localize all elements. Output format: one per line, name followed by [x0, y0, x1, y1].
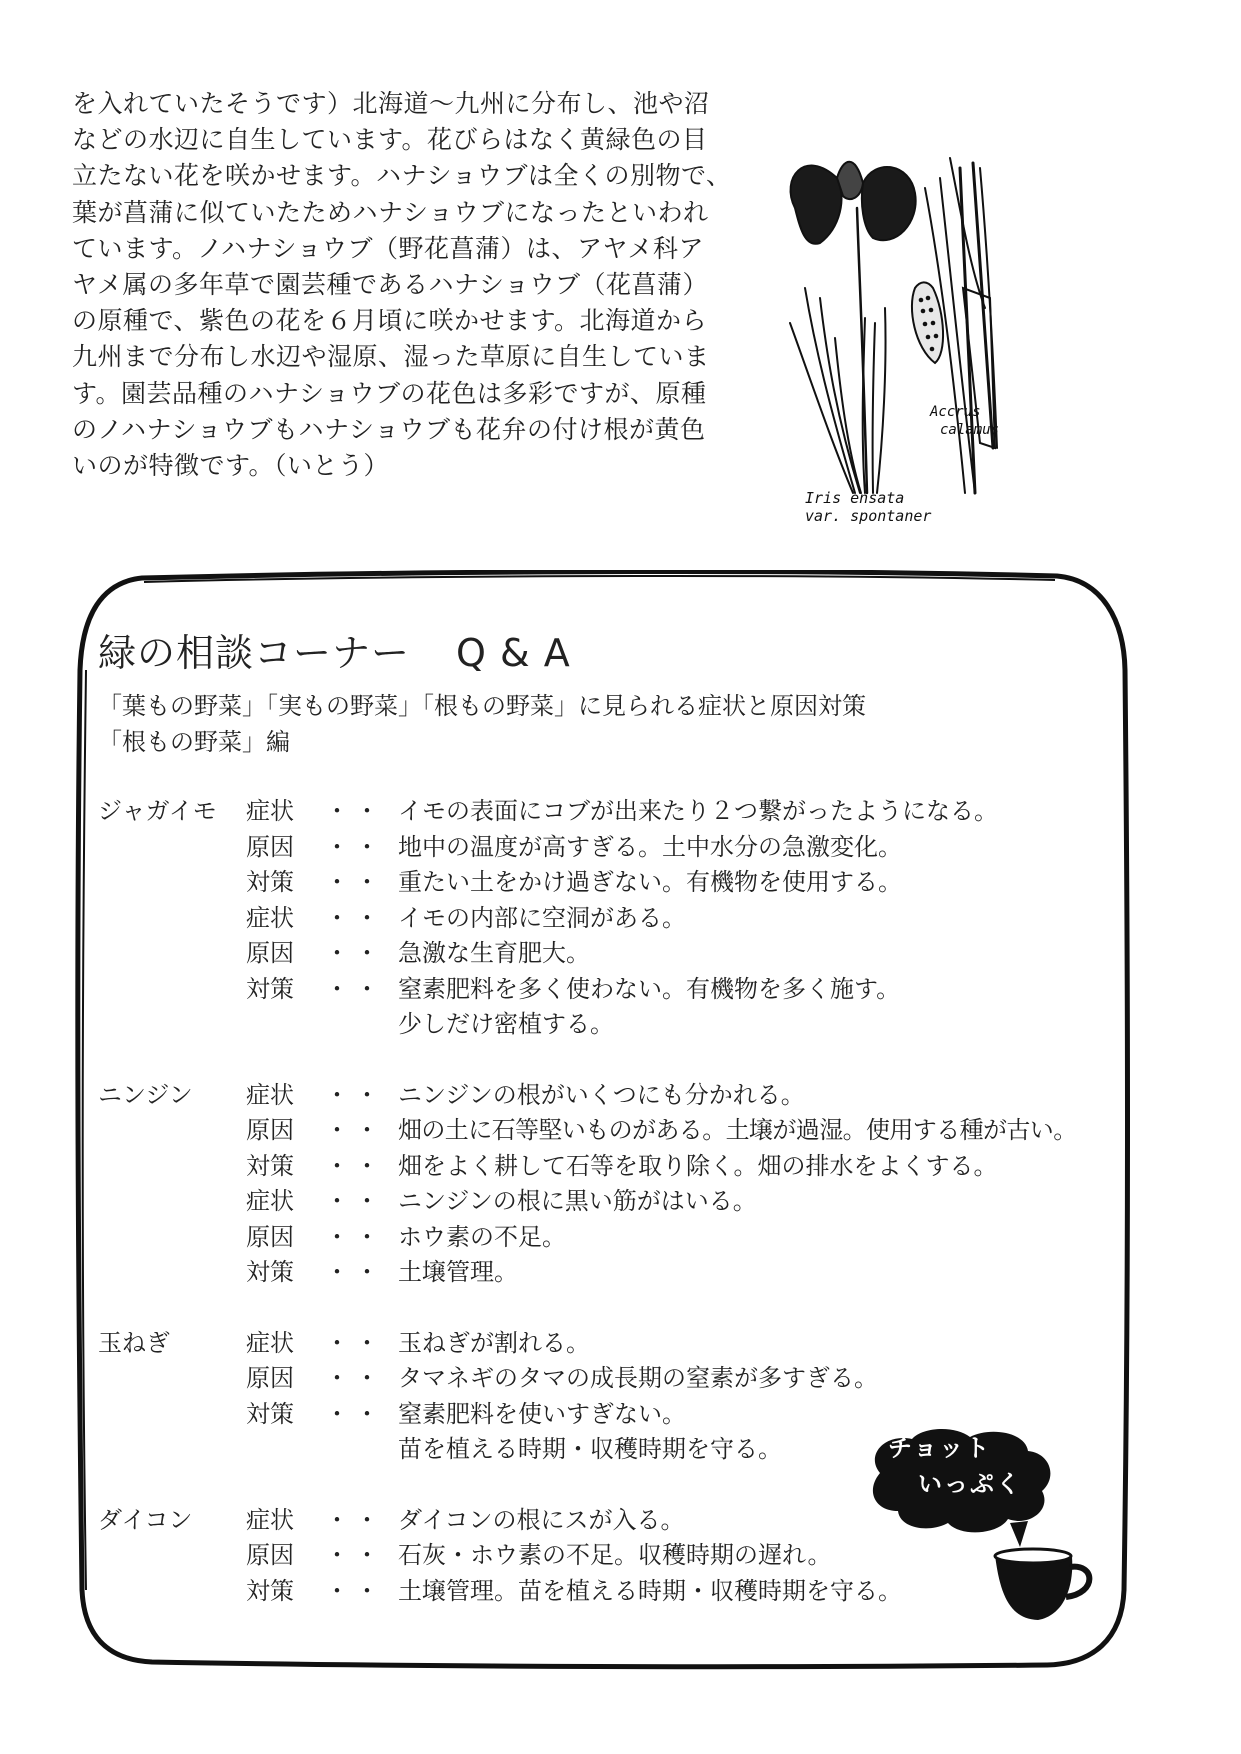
row-text: 土壌管理。 [398, 1258, 518, 1286]
qa-row [98, 1146, 1108, 1182]
row-text: 地中の温度が高すぎる。土中水分の急激変化。 [398, 832, 902, 861]
coffee-cup-icon [995, 1549, 1089, 1620]
qa-row [98, 1358, 1108, 1394]
article-line: す。園芸品種のハナショウブの花色は多彩ですが、原種 [72, 378, 707, 408]
row-text: 畑をよく耕して石等を取り除く。畑の排水をよくする。 [398, 1151, 998, 1180]
row-dots: ・・ [325, 1328, 385, 1357]
row-kind: 原因 [246, 1364, 294, 1392]
row-dots: ・・ [325, 1364, 385, 1392]
row-text: 急激な生育肥大。 [398, 939, 590, 967]
row-dots: ・・ [325, 974, 385, 1003]
qa-title-text: 緑の相談コーナー [98, 631, 411, 675]
row-kind: 症状 [246, 1187, 294, 1215]
row-kind: 対策 [246, 1151, 294, 1180]
article-line: 葉が菖蒲に似ていたためハナショウブになったといわれ [72, 197, 709, 227]
qa-row [98, 1394, 1108, 1430]
row-dots: ・・ [325, 868, 385, 896]
row-kind: 症状 [246, 903, 294, 932]
article-line: ています。ノハナショウブ（野花菖蒲）は、アヤメ科ア [72, 233, 705, 263]
row-text: ニンジンの根がいくつにも分かれる。 [398, 1080, 805, 1109]
qa-row [98, 1323, 1108, 1359]
vegetable-name: ジャガイモ [98, 797, 217, 825]
iris-acorus-illustration [775, 148, 1075, 533]
qa-row [98, 1217, 1108, 1253]
row-dots: ・・ [325, 903, 385, 932]
row-text: 土壌管理。苗を植える時期・収穫時期を守る。 [398, 1576, 902, 1605]
row-kind: 原因 [246, 832, 294, 861]
row-text: 石灰・ホウ素の不足。収穫時期の遅れ。 [398, 1541, 832, 1569]
row-dots: ・・ [325, 1187, 385, 1215]
row-text: 畑の土に石等堅いものがある。土壌が過湿。使用する種が古い。 [398, 1116, 1077, 1144]
row-kind: 原因 [246, 1116, 294, 1144]
row-dots: ・・ [325, 939, 385, 967]
row-dots: ・・ [325, 1505, 385, 1534]
qa-subtitle-line: 「葉もの野菜」「実もの野菜」「根もの野菜」に見られる症状と原因対策 [98, 692, 866, 720]
qa-row [98, 791, 1108, 827]
row-text: ホウ素の不足。 [398, 1222, 566, 1251]
row-kind: 対策 [246, 1399, 294, 1428]
row-kind: 症状 [246, 1080, 294, 1109]
row-kind: 原因 [246, 1222, 294, 1251]
vegetable-name: ニンジン [98, 1080, 193, 1109]
row-kind: 症状 [246, 797, 294, 825]
row-text: イモの内部に空洞がある。 [398, 903, 686, 932]
row-text: 重たい土をかけ過ぎない。有機物を使用する。 [398, 868, 902, 896]
row-text: ダイコンの根にスが入る。 [398, 1505, 685, 1534]
row-dots: ・・ [325, 1399, 385, 1428]
row-text: イモの表面にコブが出来たり２つ繋がったようになる。 [398, 797, 998, 825]
article-line: いのが特徴です。（いとう） [72, 451, 390, 481]
row-kind: 対策 [246, 868, 294, 896]
row-dots: ・・ [325, 797, 385, 825]
qa-row [98, 862, 1108, 898]
row-dots: ・・ [325, 1080, 385, 1109]
qa-row [98, 1004, 1108, 1040]
row-text: 玉ねぎが割れる。 [398, 1328, 590, 1357]
row-text: 窒素肥料を使いすぎない。 [398, 1399, 686, 1428]
row-text: タマネギのタマの成長期の窒素が多すぎる。 [398, 1364, 878, 1392]
row-dots: ・・ [325, 832, 385, 861]
vegetable-name: 玉ねぎ [98, 1328, 170, 1357]
article-line: のノハナショウブもハナショウブも花弁の付け根が黄色 [72, 414, 706, 444]
qa-row [98, 1110, 1108, 1146]
qa-row [98, 969, 1108, 1005]
row-kind: 原因 [246, 939, 294, 967]
row-dots: ・・ [325, 1222, 385, 1251]
article-line: を入れていたそうです）北海道〜九州に分布し、池や沼 [72, 89, 710, 118]
qa-row [98, 898, 1108, 934]
row-kind: 対策 [246, 974, 294, 1003]
qa-row [98, 1181, 1108, 1217]
qa-subtitle [98, 688, 866, 760]
iris-label-1: Iris ensata [805, 489, 905, 507]
qa-title [98, 622, 571, 677]
qa-group-potato [98, 791, 1108, 1040]
iris-label-2: var. spontaner [805, 507, 932, 525]
qa-title-mark: Q & A [456, 631, 571, 675]
break-label-line2: いっぷく [918, 1470, 1022, 1498]
row-dots: ・・ [325, 1151, 385, 1180]
row-kind: 症状 [246, 1328, 294, 1357]
article-line: などの水辺に自生しています。花びらはなく黄緑色の目 [72, 125, 708, 155]
acorus-label-2: calamus [940, 422, 1000, 438]
acorus-label-1: Accrus [930, 404, 981, 420]
row-kind: 症状 [246, 1505, 294, 1534]
qa-row [98, 1075, 1108, 1111]
row-dots: ・・ [325, 1541, 385, 1569]
article-line: の原種で、紫色の花を６月頃に咲かせます。北海道から [72, 306, 708, 336]
qa-row [98, 1252, 1108, 1288]
row-text: 窒素肥料を多く使わない。有機物を多く施す。 [398, 974, 901, 1003]
qa-row [98, 827, 1108, 863]
row-text: 少しだけ密植する。 [398, 1010, 614, 1038]
qa-row [98, 933, 1108, 969]
qa-group-carrot [98, 1075, 1108, 1288]
article-paragraph [72, 86, 732, 484]
row-text: ニンジンの根に黒い筋がはいる。 [398, 1187, 757, 1215]
row-kind: 原因 [246, 1541, 294, 1569]
row-kind: 対策 [246, 1576, 294, 1605]
vegetable-name: ダイコン [98, 1505, 193, 1534]
row-dots: ・・ [325, 1576, 385, 1605]
article-line: 立たない花を咲かせます。ハナショウブは全くの別物で、 [72, 161, 732, 191]
row-text: 苗を植える時期・収穫時期を守る。 [398, 1435, 782, 1463]
article-line: 九州まで分布し水辺や湿原、湿った草原に自生していま [72, 342, 710, 372]
break-label-line1: チョット [888, 1434, 992, 1462]
article-line: ヤメ属の多年草で園芸種であるハナショウブ（花菖蒲） [72, 270, 709, 300]
row-kind: 対策 [246, 1258, 294, 1286]
row-dots: ・・ [325, 1258, 385, 1286]
qa-subtitle-line: 「根もの野菜」編 [98, 728, 290, 756]
row-dots: ・・ [325, 1116, 385, 1144]
